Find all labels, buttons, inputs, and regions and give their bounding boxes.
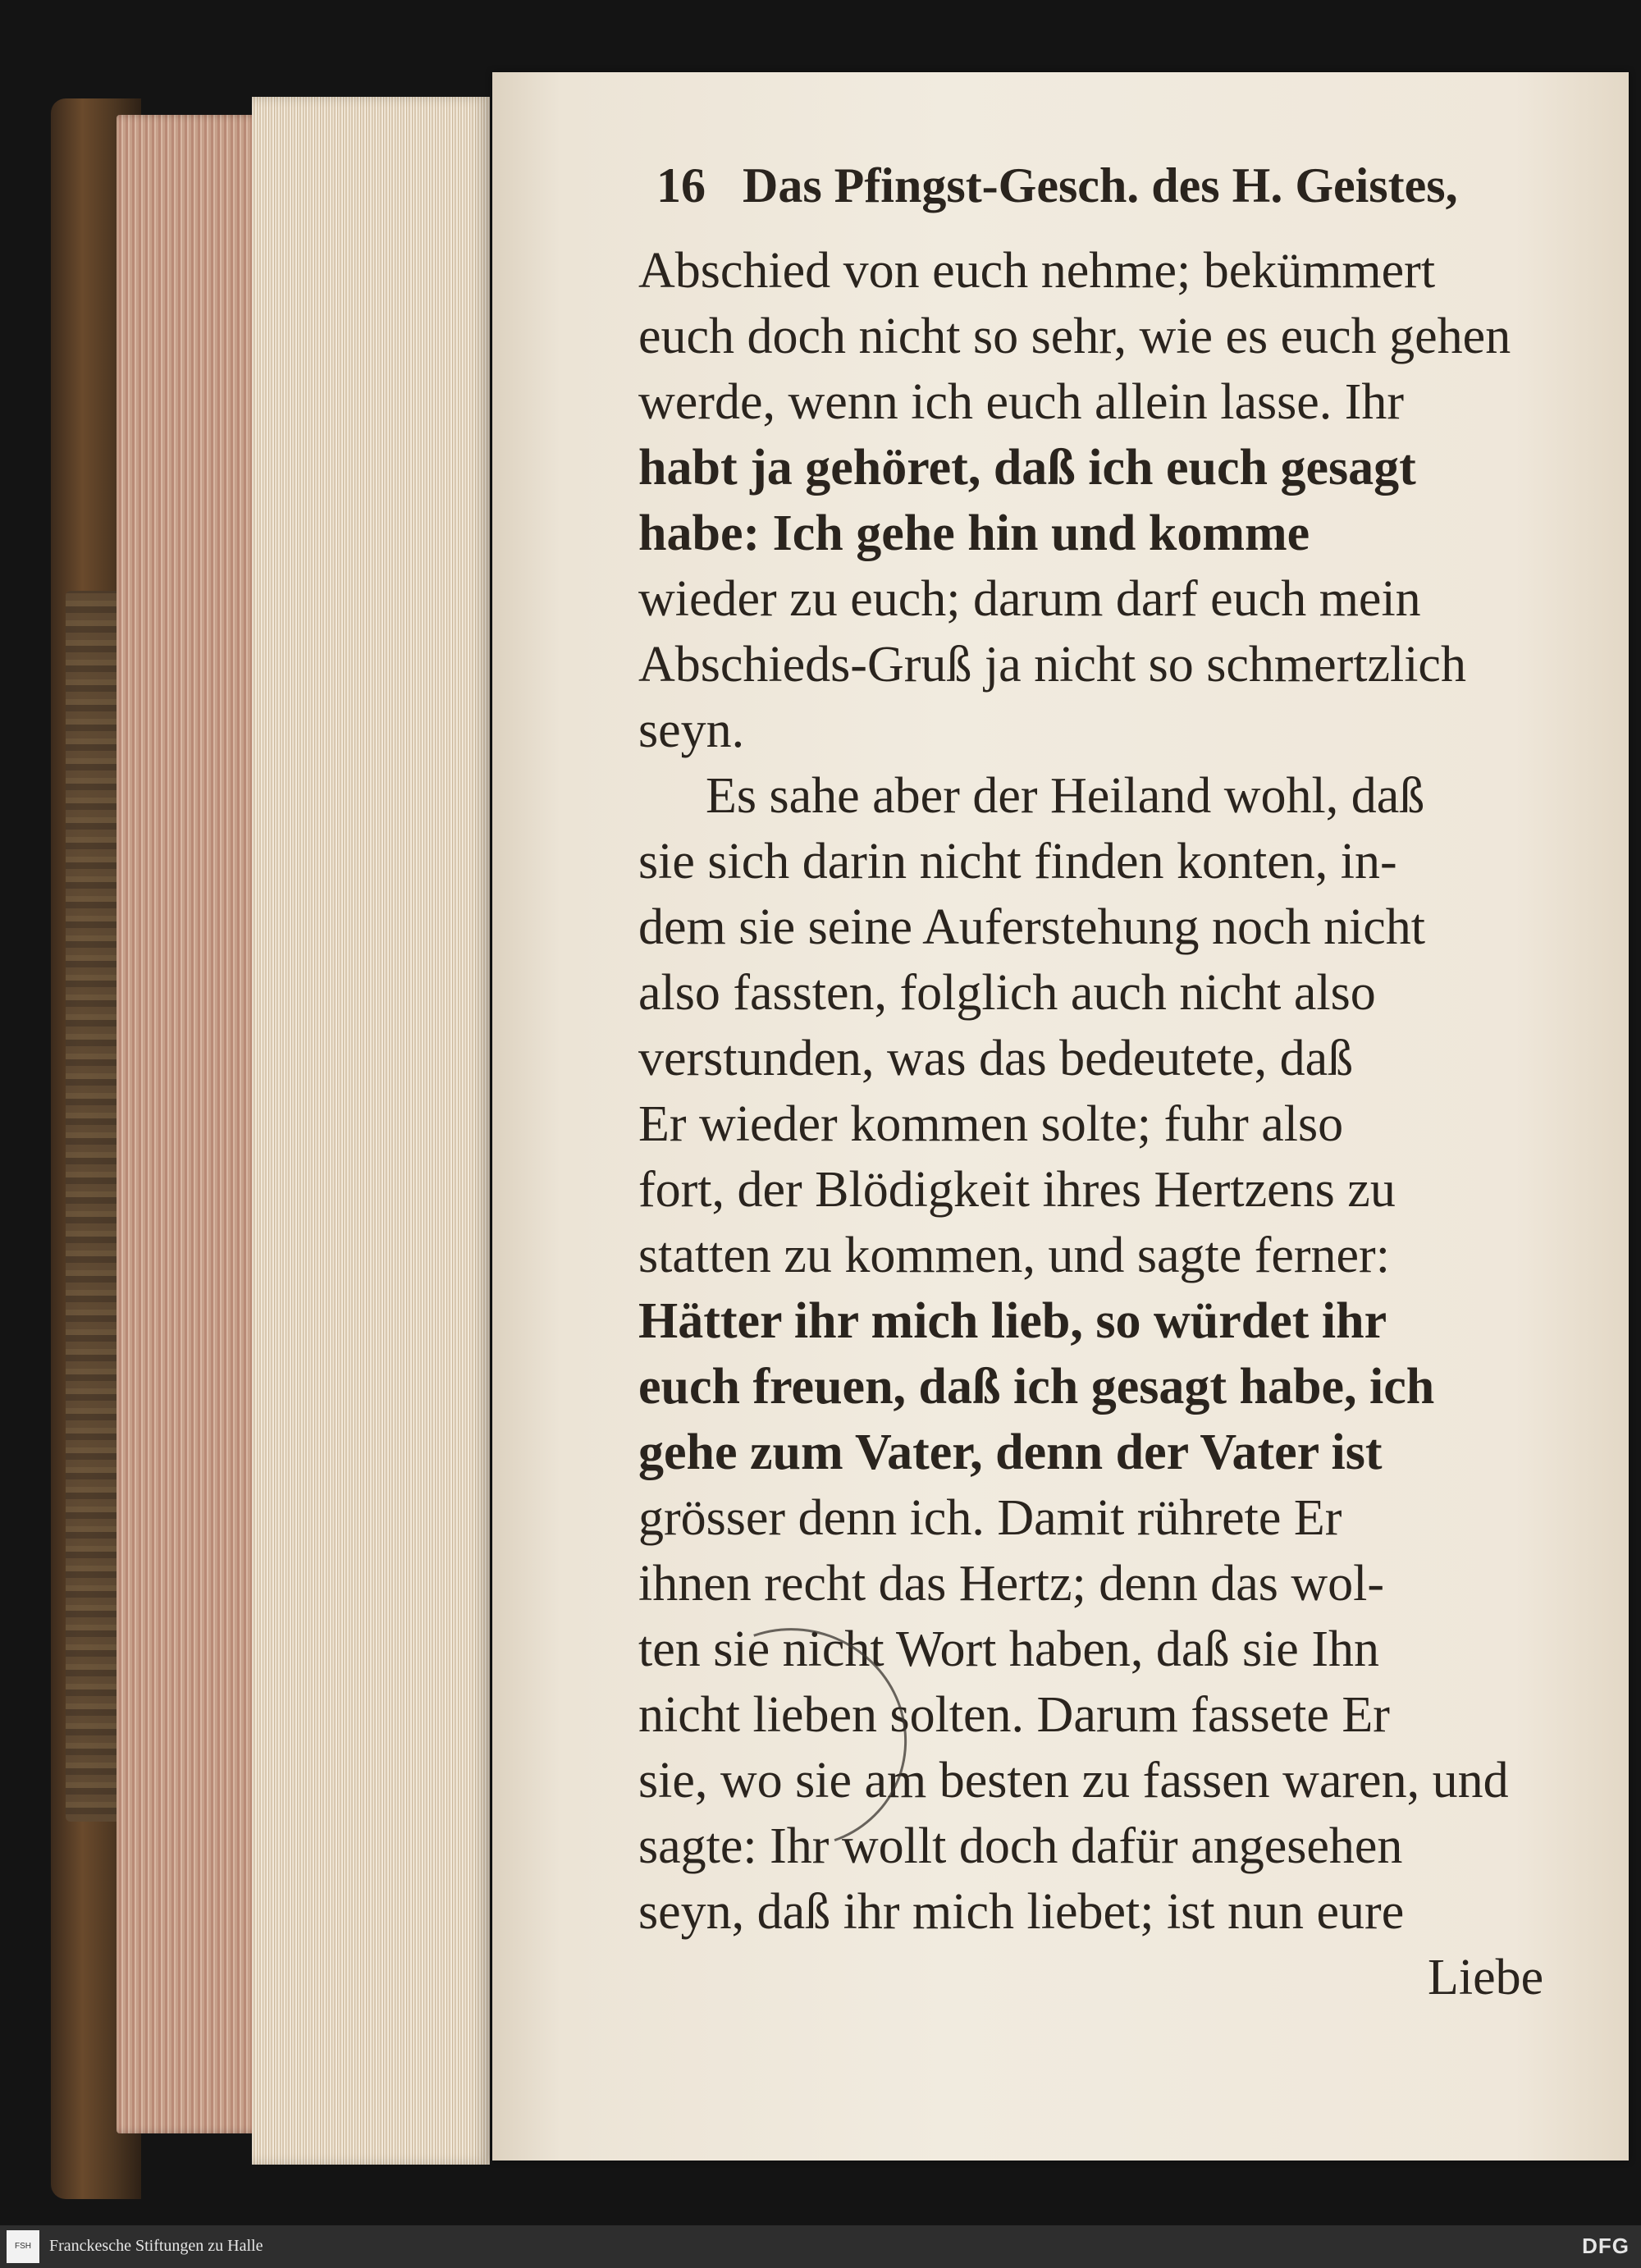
page-edges-cream: [252, 97, 490, 2165]
text-line: Er wieder kommen solte; fuhr also: [638, 1096, 1344, 1152]
text-line: grösser denn ich. Damit rührete Er: [638, 1490, 1342, 1546]
text-line: sie, wo sie am besten zu fassen waren, und: [638, 1753, 1509, 1808]
institution-logo: [7, 2230, 39, 2263]
logo-text: FSH: [15, 2242, 31, 2251]
institution-name: Franckesche Stiftungen zu Halle: [49, 2237, 263, 2255]
text-line: also fassten, folglich auch nicht also: [638, 965, 1376, 1021]
text-line: euch doch nicht so sehr, wie es euch gehen: [638, 309, 1511, 364]
catchword: Liebe: [1428, 1950, 1544, 2005]
text-line: dem sie seine Auferstehung noch nicht: [638, 899, 1426, 955]
running-head: [656, 158, 1460, 215]
text-line: werde, wenn ich euch allein lasse. Ihr: [638, 374, 1405, 430]
text-line: euch freuen, daß ich gesagt habe, ich: [638, 1359, 1435, 1415]
text-line: statten zu kommen, und sagte ferner:: [638, 1228, 1390, 1283]
dfg-logo: DFG: [1582, 2234, 1630, 2258]
text-line: ihnen recht das Hertz; denn das wol-: [638, 1556, 1385, 1612]
text-line: seyn.: [638, 702, 745, 758]
text-line: fort, der Blödigkeit ihres Hertzens zu: [638, 1162, 1396, 1218]
text-line: nicht lieben solten. Darum fassete Er: [638, 1687, 1390, 1743]
text-line: Abschied von euch nehme; bekümmert: [638, 243, 1436, 299]
text-line: habt ja gehöret, daß ich euch gesagt: [638, 440, 1416, 496]
text-line: gehe zum Vater, denn der Vater ist: [638, 1424, 1383, 1480]
text-line: sie sich darin nicht finden konten, in-: [638, 834, 1397, 889]
page-number: 16: [656, 158, 706, 213]
text-line: seyn, daß ihr mich liebet; ist nun eure: [638, 1884, 1405, 1940]
text-line: ten sie nicht Wort haben, daß sie Ihn: [638, 1621, 1379, 1677]
cover-marbling: [66, 591, 123, 1822]
text-line: Hätter ihr mich lieb, so würdet ihr: [638, 1293, 1387, 1349]
text-line: wieder zu euch; darum darf euch mein: [638, 571, 1421, 627]
text-line: habe: Ich gehe hin und komme: [638, 505, 1310, 561]
text-line: Es sahe aber der Heiland wohl, daß: [706, 768, 1425, 824]
running-head-title: Das Pfingst-Gesch. des H. Geistes,: [743, 158, 1458, 213]
text-line: verstunden, was das bedeutete, daß: [638, 1031, 1354, 1086]
text-line: sagte: Ihr wollt doch dafür angesehen: [638, 1818, 1403, 1874]
viewer-footer: [0, 2225, 1641, 2268]
text-line: Abschieds-Gruß ja nicht so schmertzlich: [638, 637, 1466, 693]
